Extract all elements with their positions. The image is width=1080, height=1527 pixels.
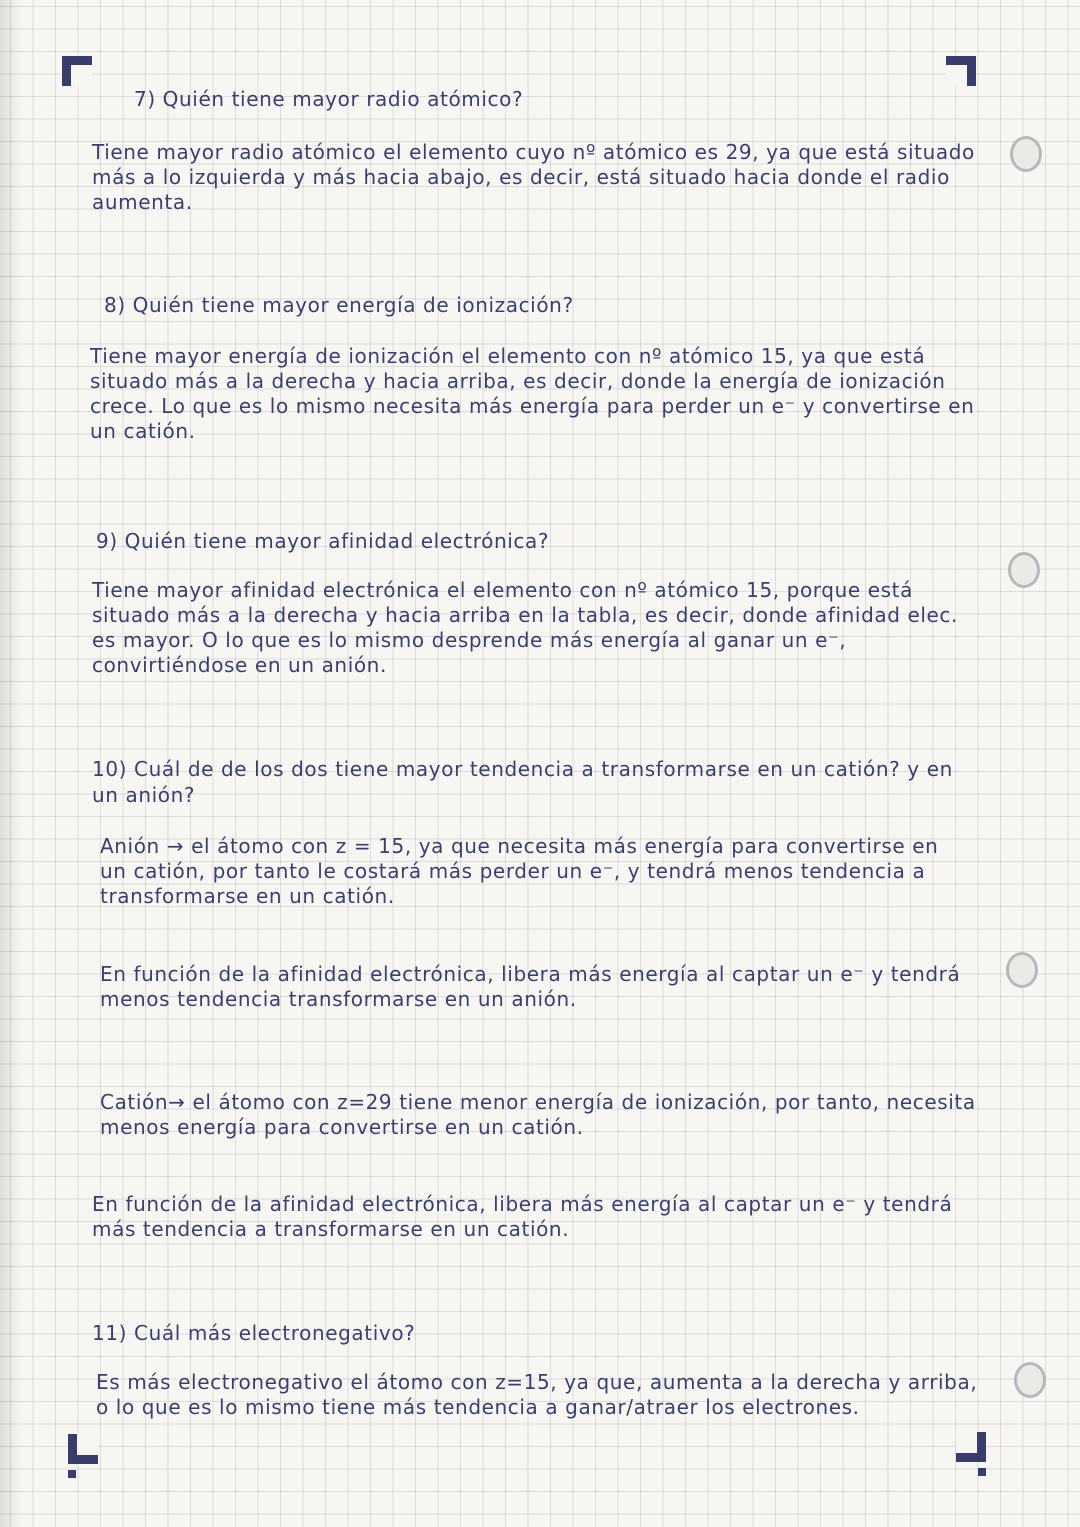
- binder-hole: [1006, 952, 1038, 988]
- answer-7: Tiene mayor radio atómico el elemento cuyo nº atómico es 29, ya que está situado más a lo izquierda y más hacia abajo, es decir, está situado hacia donde el radio aumenta.: [92, 140, 975, 214]
- page-edge-shadow: [0, 0, 22, 1527]
- answer-10-anion: Anión → el átomo con z = 15, ya que necesita más energía para convertirse en un catión, por tanto le costará más perder un e⁻, y tendrá menos tendencia a transformarse en un catión.: [100, 834, 939, 908]
- question-7: 7) Quién tiene mayor radio atómico?: [134, 87, 524, 111]
- corner-mark-bottom-right: [956, 1432, 986, 1462]
- question-8: 8) Quién tiene mayor energía de ionización?: [104, 293, 574, 317]
- corner-mark-bottom-left: [68, 1434, 98, 1464]
- question-10: 10) Cuál de de los dos tiene mayor tendencia a transformarse en un catión? y en un anión?: [92, 757, 953, 807]
- question-9: 9) Quién tiene mayor afinidad electrónica?: [96, 529, 550, 553]
- question-11: 11) Cuál más electronegativo?: [92, 1321, 416, 1345]
- binder-hole: [1014, 1362, 1046, 1398]
- answer-10-cation-affinity: En función de la afinidad electrónica, libera más energía al captar un e⁻ y tendrá más tendencia a transformarse en un catión.: [92, 1192, 953, 1241]
- answer-9: Tiene mayor afinidad electrónica el elemento con nº atómico 15, porque está situado más a la derecha y hacia arriba en la tabla, es decir, donde afinidad elec. es mayor. O lo que es lo mismo desprende más energía al ganar un e⁻, convirtiéndose en un anión.: [92, 578, 958, 677]
- corner-mark-top-left: [62, 56, 92, 86]
- binder-hole: [1008, 552, 1040, 588]
- answer-11: Es más electronegativo el átomo con z=15, ya que, aumenta a la derecha y arriba, o lo que es lo mismo tiene más tendencia a ganar/atraer los electrones.: [96, 1370, 978, 1419]
- answer-8: Tiene mayor energía de ionización el elemento con nº atómico 15, ya que está situado más a la derecha y hacia arriba, es decir, donde la energía de ionización crece. Lo que es lo mismo necesita más energía para perder un e⁻ y convertirse en un catión.: [90, 344, 975, 443]
- binder-hole: [1010, 136, 1042, 172]
- answer-10-cation: Catión→ el átomo con z=29 tiene menor energía de ionización, por tanto, necesita menos energía para convertirse en un catión.: [100, 1090, 976, 1139]
- answer-10-anion-affinity: En función de la afinidad electrónica, libera más energía al captar un e⁻ y tendrá menos tendencia transformarse en un anión.: [100, 962, 961, 1011]
- corner-mark-top-right: [946, 56, 976, 86]
